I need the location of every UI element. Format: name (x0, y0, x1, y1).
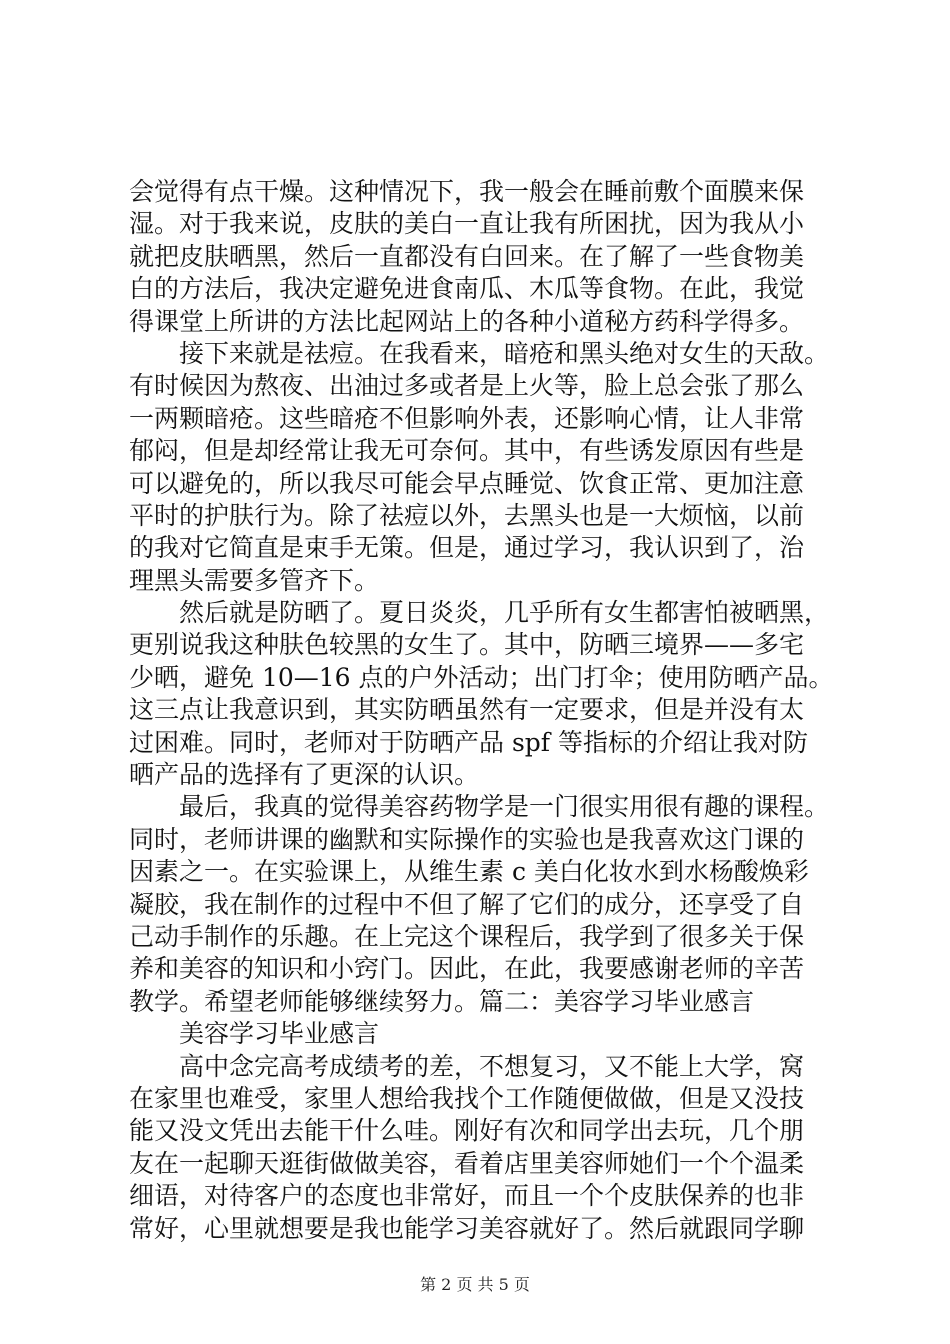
text-line: 同时，老师讲课的幽默和实际操作的实验也是我喜欢这门课的 (129, 824, 805, 854)
text-line: 会觉得有点干燥。这种情况下，我一般会在睡前敷个面膜来保 (129, 177, 805, 206)
text-line: 最后，我真的觉得美容药物学是一门很实用很有趣的课程。 (129, 792, 830, 822)
text-line: 美容学习毕业感言 (129, 1019, 380, 1049)
text-line: 接下来就是祛痘。在我看来，暗疮和黑头绝对女生的天敌。 (129, 338, 830, 368)
text-line: 教学。希望老师能够继续努力。篇二：美容学习毕业感言 (129, 986, 755, 1016)
text-line: 理黑头需要多管齐下。 (129, 565, 380, 595)
page-number-label: 第 2 页 共 5 页 (420, 1275, 530, 1294)
text-line: 平时的护肤行为。除了祛痘以外，去黑头也是一大烦恼，以前 (129, 500, 805, 530)
text-line: 因素之一。在实验课上，从维生素 c 美白化妆水到水杨酸焕彩 (129, 857, 809, 887)
text-line: 的我对它简直是束手无策。但是，通过学习，我认识到了，治 (129, 533, 805, 563)
text-line: 细语，对待客户的态度也非常好，而且一个个皮肤保养的也非 (129, 1181, 805, 1211)
text-line: 能又没文凭出去能干什么哇。刚好有次和同学出去玩，几个朋 (129, 1116, 805, 1146)
text-line: 这三点让我意识到，其实防晒虽然有一定要求，但是并没有太 (129, 695, 805, 725)
text-line: 一两颗暗疮。这些暗疮不但影响外表，还影响心情，让人非常 (129, 403, 805, 433)
text-line: 过困难。同时，老师对于防晒产品 spf 等指标的介绍让我对防 (129, 727, 808, 757)
text-line: 更别说我这种肤色较黑的女生了。其中，防晒三境界——多宅 (129, 630, 805, 660)
text-line: 凝胶，我在制作的过程中不但了解了它们的成分，还享受了自 (129, 889, 805, 919)
text-line: 湿。对于我来说，皮肤的美白一直让我有所困扰，因为我从小 (129, 209, 805, 239)
text-line: 就把皮肤晒黑，然后一直都没有白回来。在了解了一些食物美 (129, 241, 805, 271)
text-line: 有时候因为熬夜、出油过多或者是上火等，脸上总会张了那么 (129, 371, 805, 401)
text-line: 友在一起聊天逛街做做美容，看着店里美容师她们一个个温柔 (129, 1148, 805, 1178)
text-line: 郁闷，但是却经常让我无可奈何。其中，有些诱发原因有些是 (129, 436, 805, 466)
page-footer (0, 1275, 950, 1295)
text-line: 养和美容的知识和小窍门。因此，在此，我要感谢老师的辛苦 (129, 954, 805, 984)
text-line: 晒产品的选择有了更深的认识。 (129, 760, 480, 790)
text-line: 己动手制作的乐趣。在上完这个课程后，我学到了很多关于保 (129, 921, 805, 951)
text-line: 高中念完高考成绩考的差，不想复习，又不能上大学，窝 (129, 1051, 805, 1081)
body-text (129, 176, 869, 1245)
text-line: 在家里也难受，家里人想给我找个工作随便做做，但是又没技 (129, 1083, 805, 1113)
text-line: 然后就是防晒了。夏日炎炎，几乎所有女生都害怕被晒黑， (129, 598, 830, 628)
text-line: 得课堂上所讲的方法比起网站上的各种小道秘方药科学得多。 (129, 306, 805, 336)
text-line: 常好，心里就想要是我也能学习美容就好了。然后就跟同学聊 (129, 1213, 805, 1243)
text-line: 白的方法后，我决定避免进食南瓜、木瓜等食物。在此，我觉 (129, 274, 805, 304)
text-line: 可以避免的，所以我尽可能会早点睡觉、饮食正常、更加注意 (129, 468, 805, 498)
text-line: 少晒，避免 10—16 点的户外活动；出门打伞；使用防晒产品。 (129, 662, 834, 692)
